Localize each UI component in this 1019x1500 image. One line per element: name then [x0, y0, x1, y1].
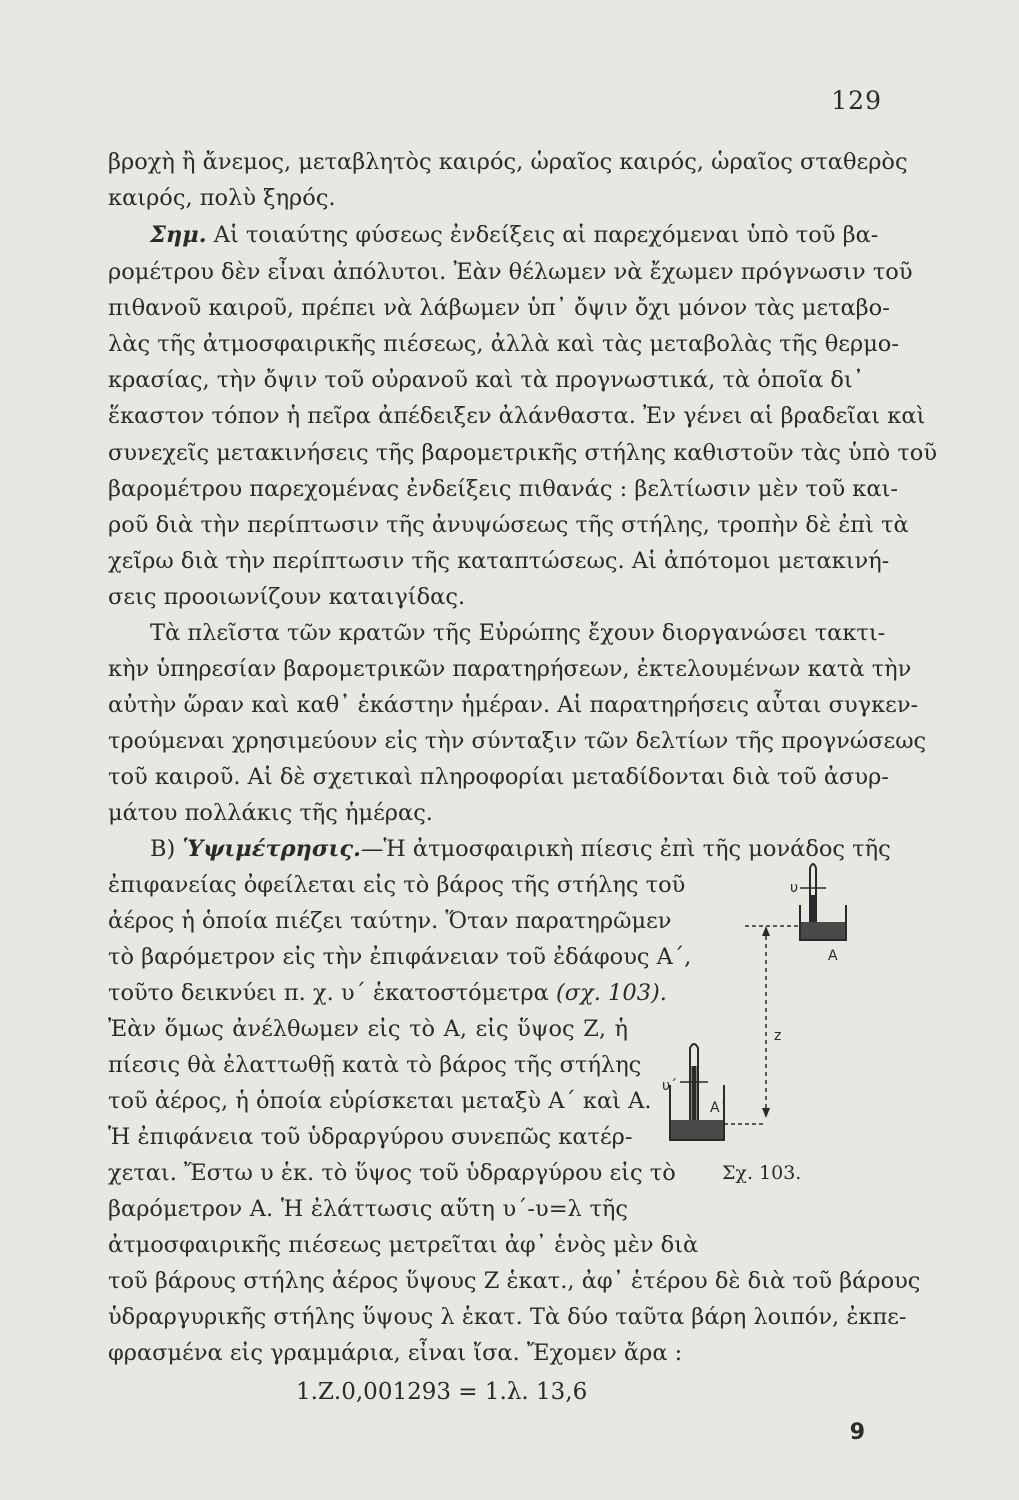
- text-line: ὑδραργυρικῆς στήλης ὕψους λ ἑκατ. Τὰ δύο ταῦτα βάρη λοιπόν, ἐκπε-: [108, 1304, 907, 1330]
- label-A: Α: [828, 948, 838, 964]
- text-line: αὐτὴν ὥραν καὶ καθ᾽ ἑκάστην ἡμέραν. Αἱ παρατηρήσεις αὗται συγκεν-: [108, 692, 919, 718]
- text-line: μάτου πολλάκις τῆς ἡμέρας.: [108, 800, 433, 826]
- text-line: πιθανοῦ καιροῦ, πρέπει νὰ λάβωμεν ὑπ᾽ ὄψιν ὄχι μόνον τὰς μεταβο-: [108, 295, 890, 321]
- text-line: κὴν ὑπηρεσίαν βαρομετρικῶν παρατηρήσεων, ἐκτελουμένων κατὰ τὴν: [108, 656, 912, 682]
- text-line: καιρός, πολὺ ξηρός.: [108, 185, 336, 211]
- figure-reference: (σχ. 103).: [555, 980, 667, 1006]
- text-line: ἐπιφανείας ὀφείλεται εἰς τὸ βάρος τῆς στήλης τοῦ: [108, 872, 686, 898]
- figure-ref-line: [108, 976, 667, 1010]
- text-line: λὰς τῆς ἀτμοσφαιρικῆς πιέσεως, ἀλλὰ καὶ τὰς μεταβολὰς τῆς θερμο-: [108, 331, 899, 357]
- label-u: υ: [790, 880, 799, 896]
- height-arrow-up: [762, 926, 770, 936]
- text-line: ἀτμοσφαιρικῆς πιέσεως μετρεῖται ἀφ᾽ ἑνὸς μὲν διὰ: [108, 1232, 699, 1258]
- signature-mark: 9: [849, 1420, 865, 1445]
- label-A-prime: Α΄: [710, 1100, 727, 1116]
- text-line: ἕκαστον τόπον ἡ πεῖρα ἀπέδειξεν ἀλάνθαστα. Ἐν γένει αἱ βραδεῖαι καὶ: [108, 403, 926, 429]
- upper-mercury-pool: [801, 922, 845, 939]
- section-title: Ὑψιμέτρησις.: [182, 836, 361, 862]
- text-line: Ἐὰν ὅμως ἀνέλθωμεν εἰς τὸ Α, εἰς ὕψος Ζ, ἡ: [108, 1016, 628, 1042]
- page-number: 129: [831, 86, 882, 115]
- text-line: τοῦ βάρους στήλης ἀέρος ὕψους Ζ ἑκατ., ἀφ᾽ ἑτέρου δὲ διὰ τοῦ βάρους: [108, 1268, 921, 1294]
- text-line: τοῦ ἀέρος, ἡ ὁποία εὑρίσκεται μεταξὺ Α΄ καὶ Α.: [108, 1088, 652, 1114]
- text-line: ροῦ διὰ τὴν περίπτωσιν τῆς ἀνυψώσεως τῆς στήλης, τροπὴν δὲ ἐπὶ τὰ: [108, 512, 909, 538]
- text-line: βροχὴ ἢ ἄνεμος, μεταβλητὸς καιρός, ὡραῖος καιρός, ὡραῖος σταθερὸς: [108, 149, 908, 175]
- lower-mercury-pool: [671, 1120, 723, 1139]
- text-line: κρασίας, τὴν ὄψιν τοῦ οὐρανοῦ καὶ τὰ προγνωστικά, τὰ ὁποῖα δι᾽: [108, 367, 864, 393]
- note-line: [150, 218, 879, 252]
- text-span: —Ἡ ἀτμοσφαιρικὴ πίεσις ἐπὶ τῆς μονάδος τῆς: [360, 836, 891, 862]
- text-line: βαρομέτρου παρεχομένας ἐνδείξεις πιθανάς : βελτίωσιν μὲν τοῦ και-: [108, 476, 898, 502]
- note-label: Σημ.: [150, 222, 207, 248]
- figure-caption: Σχ. 103.: [722, 1162, 802, 1184]
- lower-barometer: [670, 1044, 724, 1140]
- height-arrow-down: [762, 1108, 770, 1118]
- label-Z: z: [774, 1028, 782, 1044]
- barometer-diagram: [650, 850, 870, 1190]
- label-u-prime: υ΄: [662, 1078, 678, 1094]
- text-line: φρασμένα εἰς γραμμάρια, εἶναι ἴσα. Ἔχομεν ἄρα :: [108, 1340, 683, 1366]
- text-line: τὸ βαρόμετρον εἰς τὴν ἐπιφάνειαν τοῦ ἐδάφους Α΄,: [108, 944, 692, 970]
- text-line: σεις προοιωνίζουν καταιγίδας.: [108, 584, 466, 610]
- text-line: Τὰ πλεῖστα τῶν κρατῶν τῆς Εὐρώπης ἔχουν διοργανώσει τακτι-: [150, 620, 886, 646]
- text-line: πίεσις θὰ ἐλαττωθῇ κατὰ τὸ βάρος τῆς στήλης: [108, 1052, 642, 1078]
- text-line: ἀέρος ἡ ὁποία πιέζει ταύτην. Ὅταν παρατηρῶμεν: [108, 908, 672, 934]
- equation: 1.Ζ.0,001293 = 1.λ. 13,6: [296, 1379, 588, 1405]
- barometer-figure: [650, 850, 870, 1190]
- text-line: Ἡ ἐπιφάνεια τοῦ ὑδραργύρου συνεπῶς κατέρ-: [108, 1124, 633, 1150]
- section-letter: Β): [150, 836, 176, 862]
- text-line: χεῖρω διὰ τὴν περίπτωσιν τῆς καταπτώσεως. Αἱ ἀπότομοι μετακινή-: [108, 548, 890, 574]
- text-line: χεται. Ἔστω υ ἑκ. τὸ ὕψος τοῦ ὑδραργύρου εἰς τὸ: [108, 1160, 676, 1186]
- text-line: τρούμεναι χρησιμεύουν εἰς τὴν σύνταξιν τῶν δελτίων τῆς προγνώσεως: [108, 728, 927, 754]
- text-line: τοῦ καιροῦ. Αἱ δὲ σχετικαὶ πληροφορίαι μεταδίδονται διὰ τοῦ ἀσυρ-: [108, 764, 889, 790]
- text-line: βαρόμετρον Α. Ἡ ἐλάττωσις αὕτη υ΄-υ=λ τῆς: [108, 1196, 628, 1222]
- text-line: συνεχεῖς μετακινήσεις τῆς βαρομετρικῆς στήλης καθιστοῦν τὰς ὑπὸ τοῦ: [108, 440, 938, 466]
- upper-barometer: [800, 864, 846, 940]
- text-span: Αἱ τοιαύτης φύσεως ἐνδείξεις αἱ παρεχόμεναι ὑπὸ τοῦ βα-: [213, 222, 879, 248]
- text-line: ρομέτρου δὲν εἶναι ἀπόλυτοι. Ἐὰν θέλωμεν νὰ ἔχωμεν πρόγνωσιν τοῦ: [108, 259, 913, 285]
- text-span: τοῦτο δεικνύει π. χ. υ΄ ἑκατοστόμετρα: [108, 980, 549, 1006]
